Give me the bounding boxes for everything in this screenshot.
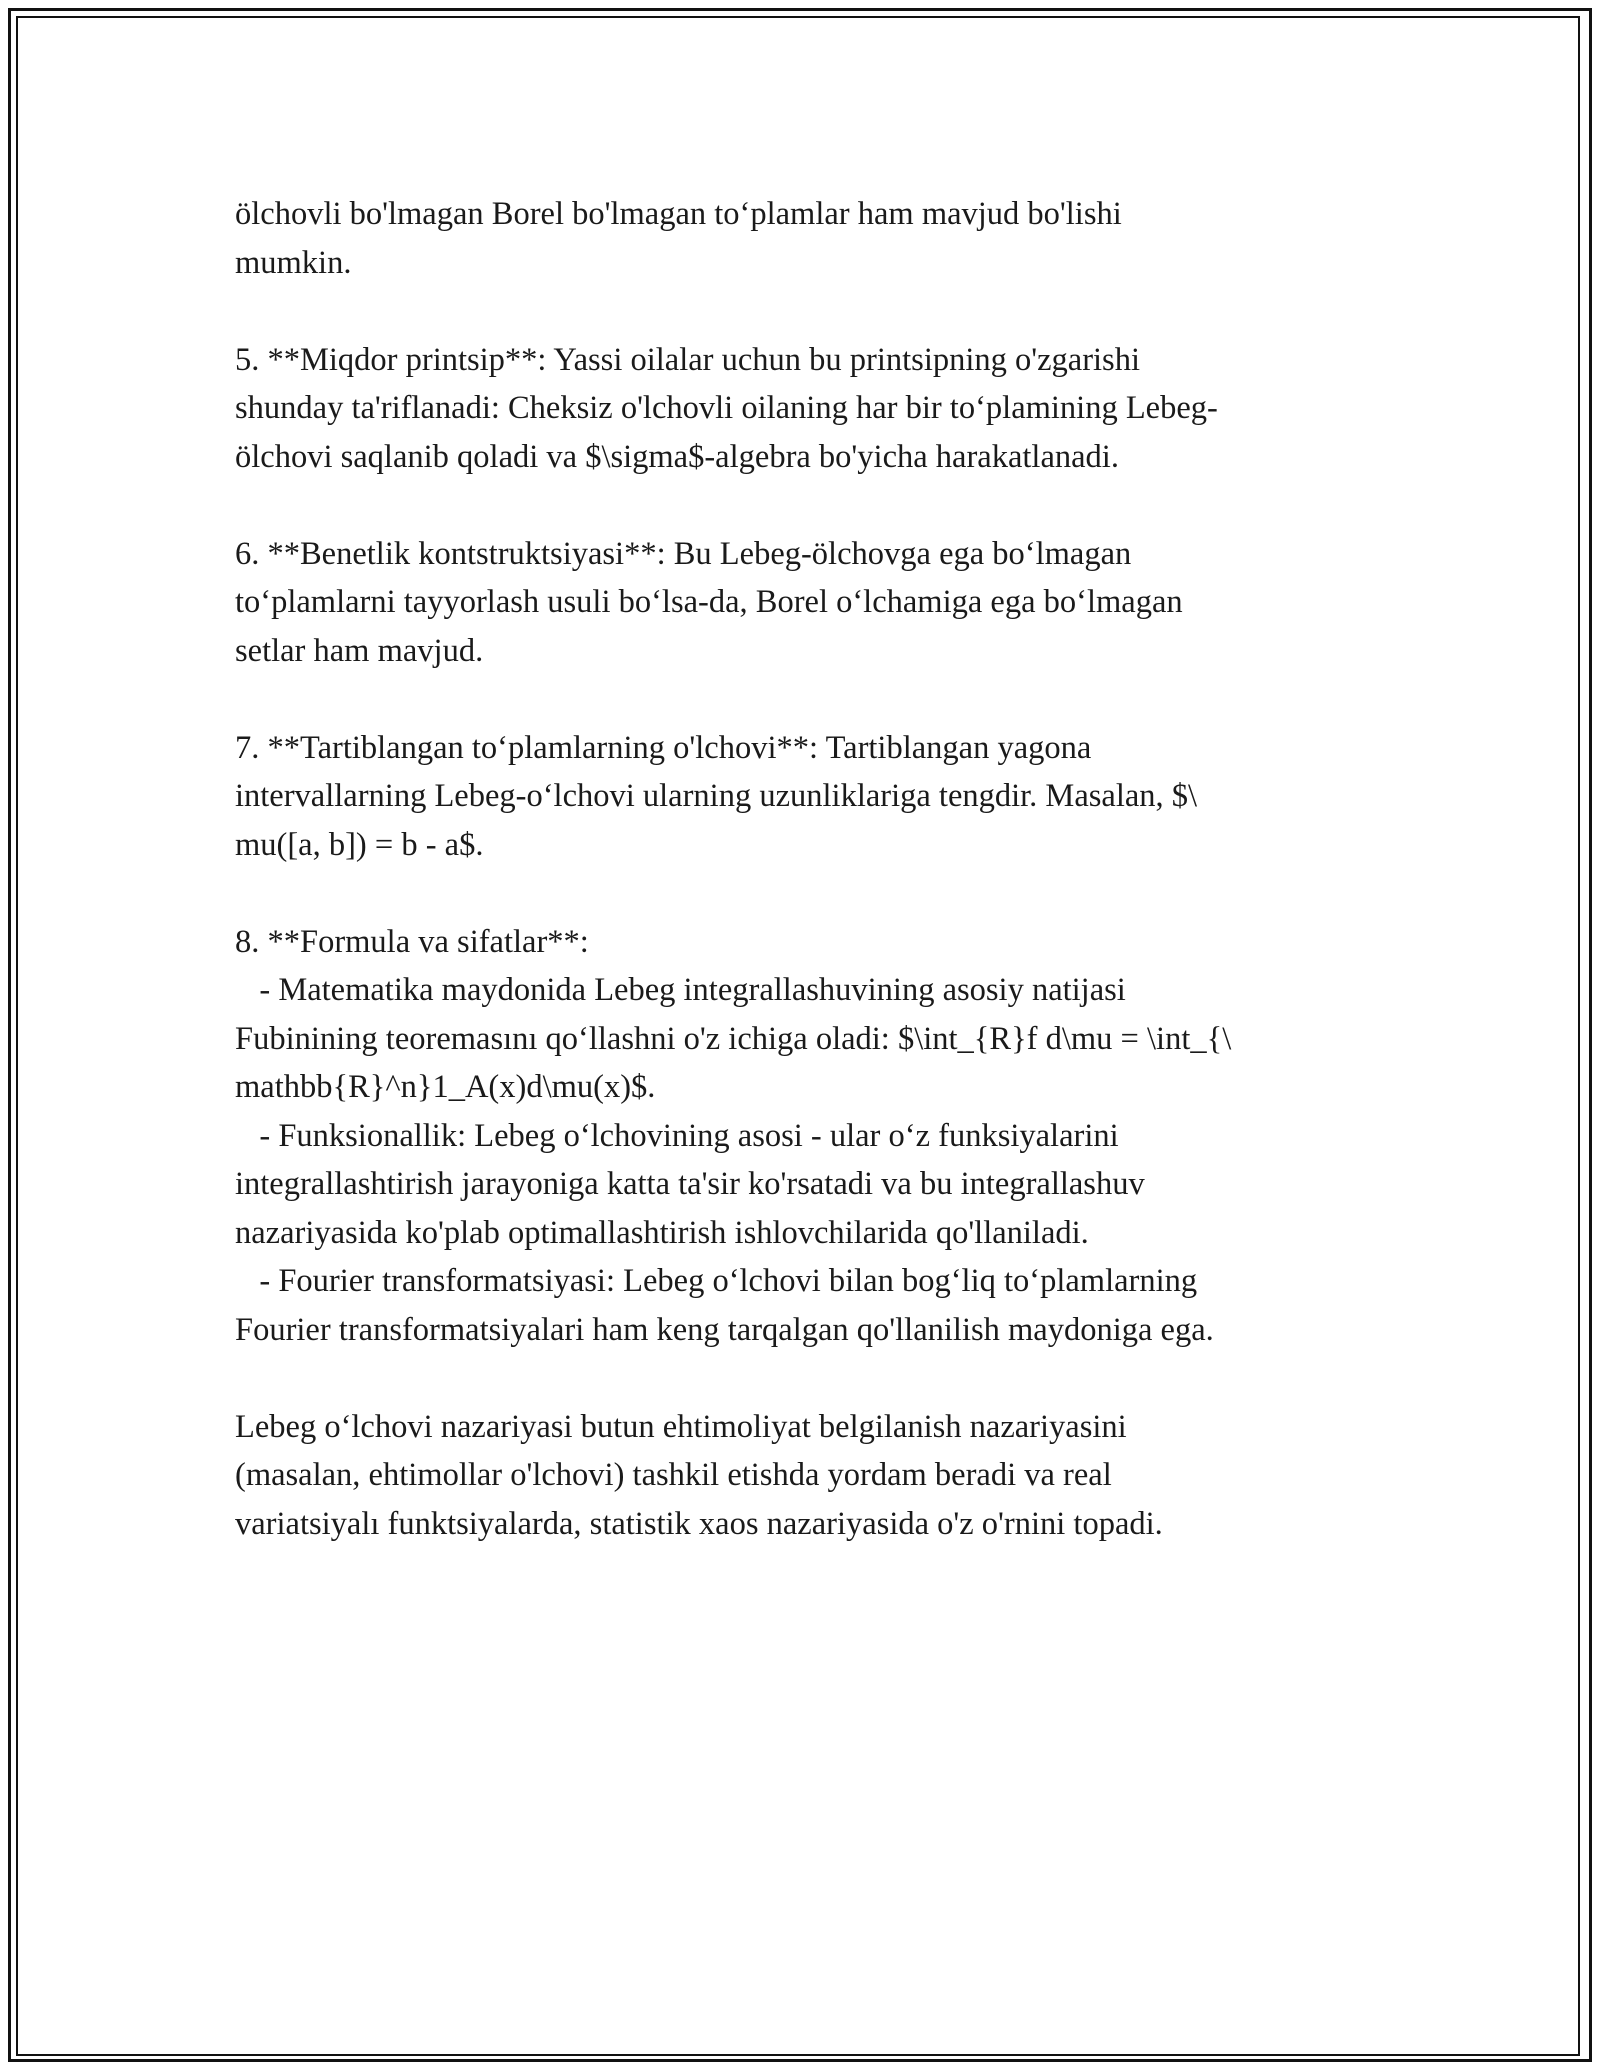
text-line: variatsiyalı funktsiyalarda, statistik xaos nazariyasida o'z o'rnini topadi. <box>235 1505 1163 1542</box>
text-line: mumkin. <box>235 244 352 281</box>
text-line: 6. **Benetlik kontstruktsiyasi**: Bu Lebeg-ölchovga ega bo‘lmagan <box>235 535 1132 572</box>
bullet-line: - Funksionallik: Lebeg o‘lchovining asosi - ular o‘z funksiyalarini <box>235 1117 1119 1154</box>
text-line: shunday ta'riflanadi: Cheksiz o'lchovli oilaning har bir to‘plamining Lebeg- <box>235 390 1218 426</box>
text-line: mathbb{R}^n}1_A(x)d\mu(x)$. <box>235 1069 656 1105</box>
paragraph-item-7 <box>235 724 1355 870</box>
text-line: to‘plamlarni tayyorlash usuli bo‘lsa-da, Borel o‘lchamiga ega bo‘lmagan <box>235 584 1183 620</box>
bullet-line: - Fourier transformatsiyasi: Lebeg o‘lchovi bilan bog‘liq to‘plamlarning <box>235 1263 1198 1299</box>
text-line: Fubinining teoremasını qo‘llashni o'z ichiga oladi: $\int_{R}f d\mu = \int_{\ <box>235 1020 1232 1057</box>
text-line: 7. **Tartiblangan to‘plamlarning o'lchovi**: Tartiblangan yagona <box>235 729 1092 766</box>
text-line: mu([a, b]) = b - a$. <box>235 826 484 863</box>
text-line: ölchovli bo'lmagan Borel bo'lmagan to‘plamlar ham mavjud bo'lishi <box>235 196 1122 232</box>
text-line: intervallarning Lebeg-o‘lchovi ularning uzunliklariga tengdir. Masalan, $\ <box>235 778 1198 814</box>
paragraph-item-6 <box>235 530 1355 676</box>
text-line: setlar ham mavjud. <box>235 632 484 669</box>
paragraph-intro-continuation <box>235 190 1355 287</box>
text-line: nazariyasida ko'plab optimallashtirish ishlovchilarida qo'llaniladi. <box>235 1214 1089 1251</box>
paragraph-item-5 <box>235 336 1355 482</box>
paragraph-conclusion <box>235 1403 1355 1549</box>
text-line: 8. **Formula va sifatlar**: <box>235 923 589 960</box>
document-body <box>235 190 1355 1597</box>
text-line: ölchovi saqlanib qoladi va $\sigma$-algebra bo'yicha harakatlanadi. <box>235 438 1119 475</box>
bullet-line: - Matematika maydonida Lebeg integrallashuvining asosiy natijasi <box>235 972 1126 1008</box>
text-line: (masalan, ehtimollar o'lchovi) tashkil etishda yordam beradi va real <box>235 1457 1112 1493</box>
text-line: Fourier transformatsiyalari ham keng tarqalgan qo'llanilish maydoniga ega. <box>235 1311 1214 1348</box>
text-line: integrallashtirish jarayoniga katta ta'sir ko'rsatadi va bu integrallashuv <box>235 1166 1145 1202</box>
text-line: Lebeg o‘lchovi nazariyasi butun ehtimoliyat belgilanish nazariyasini <box>235 1408 1127 1445</box>
paragraph-item-8 <box>235 918 1355 1355</box>
text-line: 5. **Miqdor printsip**: Yassi oilalar uchun bu printsipning o'zgarishi <box>235 341 1140 378</box>
